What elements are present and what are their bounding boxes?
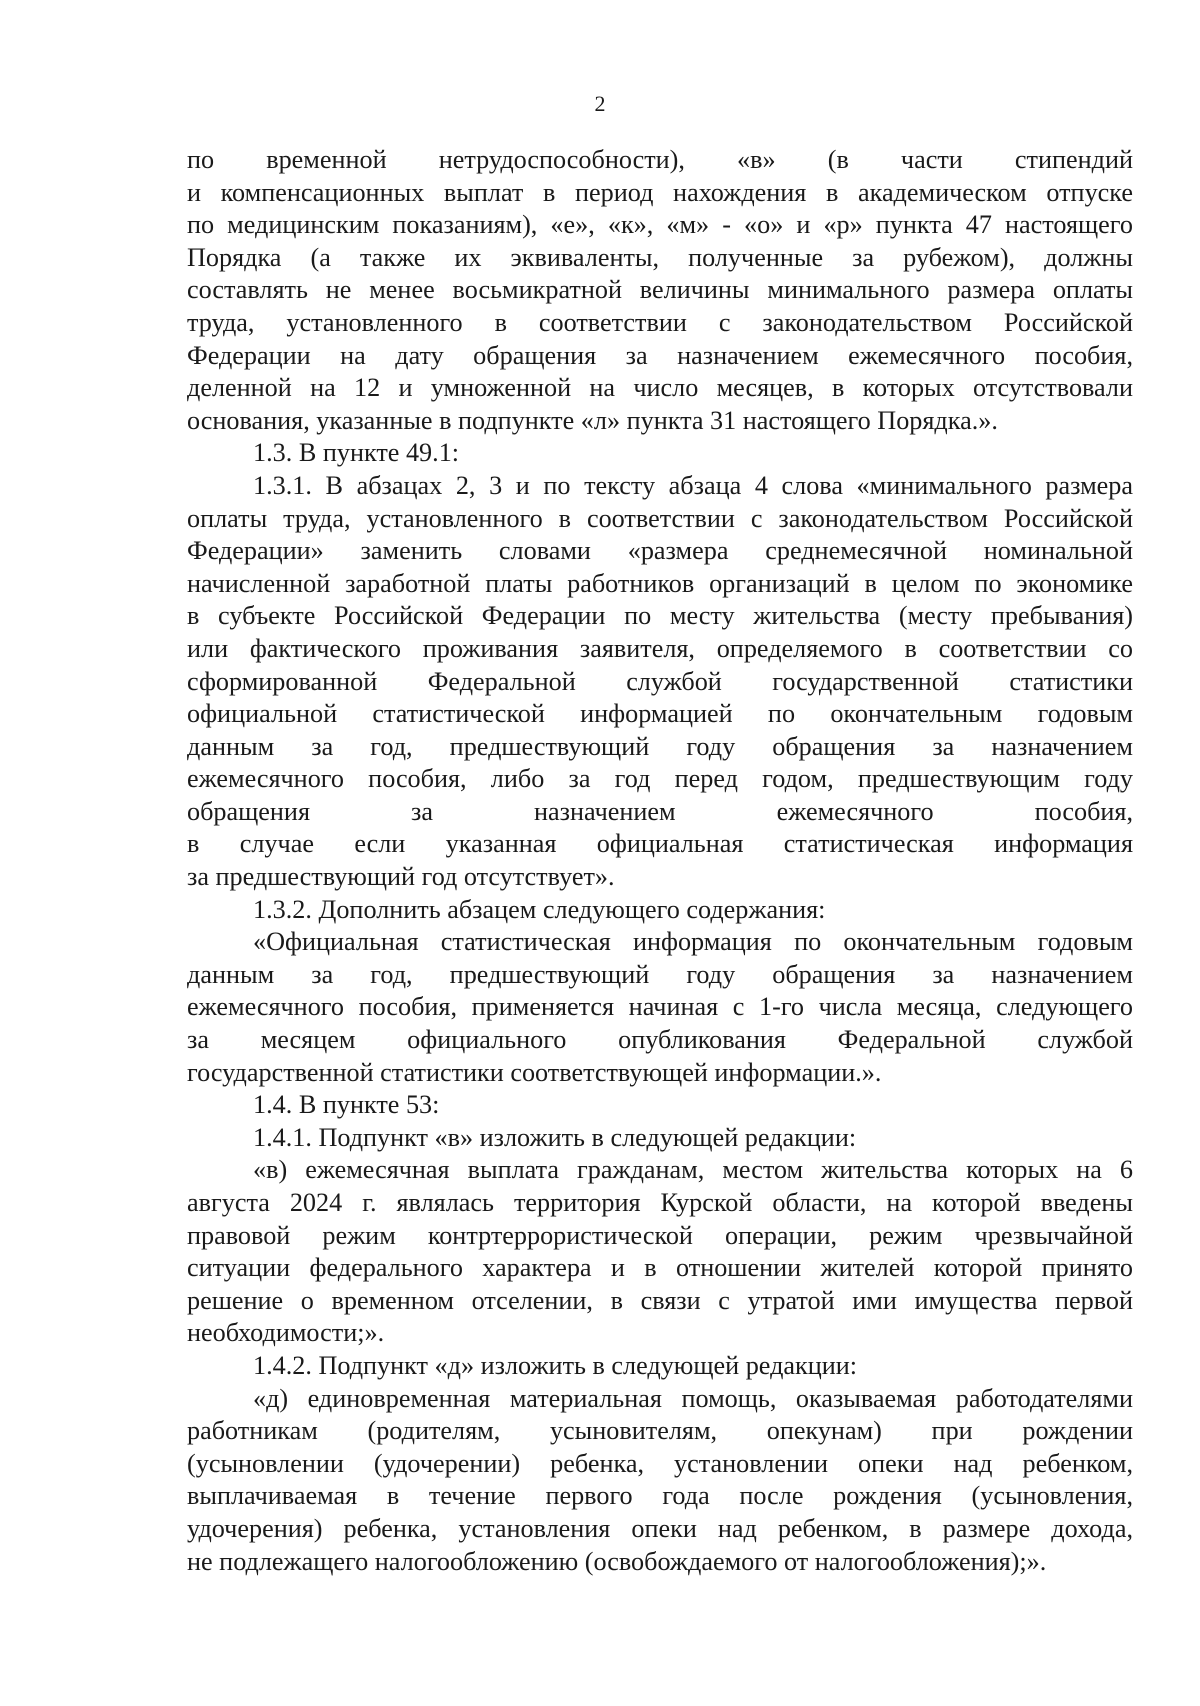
text-line: удочерения) ребенка, установления опеки над ребенком, в размере дохода, xyxy=(187,1513,1133,1543)
text-line: или фактического проживания заявителя, определяемого в соответствии со xyxy=(187,633,1133,663)
text-line: (усыновлении (удочерении) ребенка, установлении опеки над ребенком, xyxy=(187,1448,1133,1478)
text-line: официальной статистической информацией по окончательным годовым xyxy=(187,699,1133,729)
text-line: составлять не менее восьмикратной величины минимального размера оплаты xyxy=(187,275,1133,305)
paragraph-quote-statistics xyxy=(187,926,1133,1089)
document-body xyxy=(187,144,1133,1578)
text-line: ежемесячного пособия, применяется начиная с 1-го числа месяца, следующего xyxy=(187,992,1133,1022)
text-line: 1.4.1. Подпункт «в» изложить в следующей редакции: xyxy=(253,1122,857,1152)
text-line: выплачиваемая в течение первого года после рождения (усыновления, xyxy=(187,1481,1133,1511)
text-line: 1.3.1. В абзацах 2, 3 и по тексту абзаца 4 слова «минимального размера xyxy=(253,470,1133,500)
text-line: ситуации федерального характера и в отношении жителей которой принято xyxy=(187,1253,1133,1283)
paragraph-1-4-2 xyxy=(187,1350,1133,1383)
text-line: за предшествующий год отсутствует». xyxy=(187,862,615,892)
text-line: августа 2024 г. являлась территория Курской области, на которой введены xyxy=(187,1188,1133,1217)
text-line: работникам (родителям, усыновителям, опекунам) при рождении xyxy=(187,1416,1133,1446)
text-line: по временной нетрудоспособности), «в» (в части стипендий xyxy=(187,145,1133,174)
text-line: Порядка (а также их эквиваленты, полученные за рубежом), должны xyxy=(187,242,1133,272)
text-line: 1.4. В пункте 53: xyxy=(253,1090,440,1120)
paragraph-subpoint-d xyxy=(187,1383,1133,1579)
section-heading-1-3 xyxy=(187,437,1133,470)
text-line: данным за год, предшествующий году обращения за назначением xyxy=(187,959,1133,989)
text-line: ежемесячного пособия, либо за год перед годом, предшествующим году xyxy=(187,764,1133,794)
section-heading-1-4 xyxy=(187,1089,1133,1122)
text-line: начисленной заработной платы работников организаций в целом по экономике xyxy=(187,568,1133,598)
text-line: правовой режим контртеррористической операции, режим чрезвычайной xyxy=(187,1220,1133,1250)
text-line: 1.4.2. Подпункт «д» изложить в следующей редакции: xyxy=(253,1350,858,1380)
text-line: в субъекте Российской Федерации по месту жительства (месту пребывания) xyxy=(187,601,1133,631)
text-line: «Официальная статистическая информация по окончательным годовым xyxy=(253,927,1133,957)
text-line: по медицинским показаниям), «е», «к», «м» - «о» и «р» пункта 47 настоящего xyxy=(187,210,1133,240)
paragraph-1-3-2 xyxy=(187,894,1133,927)
text-line: труда, установленного в соответствии с законодательством Российской xyxy=(187,307,1133,337)
text-line: сформированной Федеральной службой государственной статистики xyxy=(187,666,1133,696)
paragraph-subpoint-v xyxy=(187,1154,1133,1350)
text-line: и компенсационных выплат в период нахождения в академическом отпуске xyxy=(187,177,1133,207)
text-line: 1.3.2. Дополнить абзацем следующего содержания: xyxy=(253,894,826,924)
text-line: «д) единовременная материальная помощь, оказываемая работодателями xyxy=(253,1383,1133,1413)
page-number: 2 xyxy=(594,91,606,116)
text-line: Федерации на дату обращения за назначением ежемесячного пособия, xyxy=(187,340,1133,370)
text-line: деленной на 12 и умноженной на число месяцев, в которых отсутствовали xyxy=(187,373,1133,403)
text-line: «в) ежемесячная выплата гражданам, местом жительства которых на 6 xyxy=(253,1155,1133,1185)
paragraph-1-3-1 xyxy=(187,470,1133,894)
text-line: Федерации» заменить словами «размера среднемесячной номинальной xyxy=(187,536,1133,566)
text-line: обращения за назначением ежемесячного пособия, xyxy=(187,796,1133,826)
text-line: данным за год, предшествующий году обращения за назначением xyxy=(187,731,1133,761)
text-line: необходимости;». xyxy=(187,1318,385,1348)
text-line: государственной статистики соответствующей информации.». xyxy=(187,1057,882,1087)
text-line: за месяцем официального опубликования Федеральной службой xyxy=(187,1025,1133,1055)
text-line: решение о временном отселении, в связи с утратой ими имущества первой xyxy=(187,1285,1133,1315)
text-line: в случае если указанная официальная статистическая информация xyxy=(187,829,1133,859)
text-line: основания, указанные в подпункте «л» пункта 31 настоящего Порядка.». xyxy=(187,405,998,435)
text-line: 1.3. В пункте 49.1: xyxy=(253,438,460,468)
text-line: не подлежащего налогообложению (освобождаемого от налогообложения);». xyxy=(187,1546,1047,1576)
paragraph-1-4-1 xyxy=(187,1122,1133,1155)
text-line: оплаты труда, установленного в соответствии с законодательством Российской xyxy=(187,503,1133,533)
paragraph-continuation xyxy=(187,144,1133,437)
